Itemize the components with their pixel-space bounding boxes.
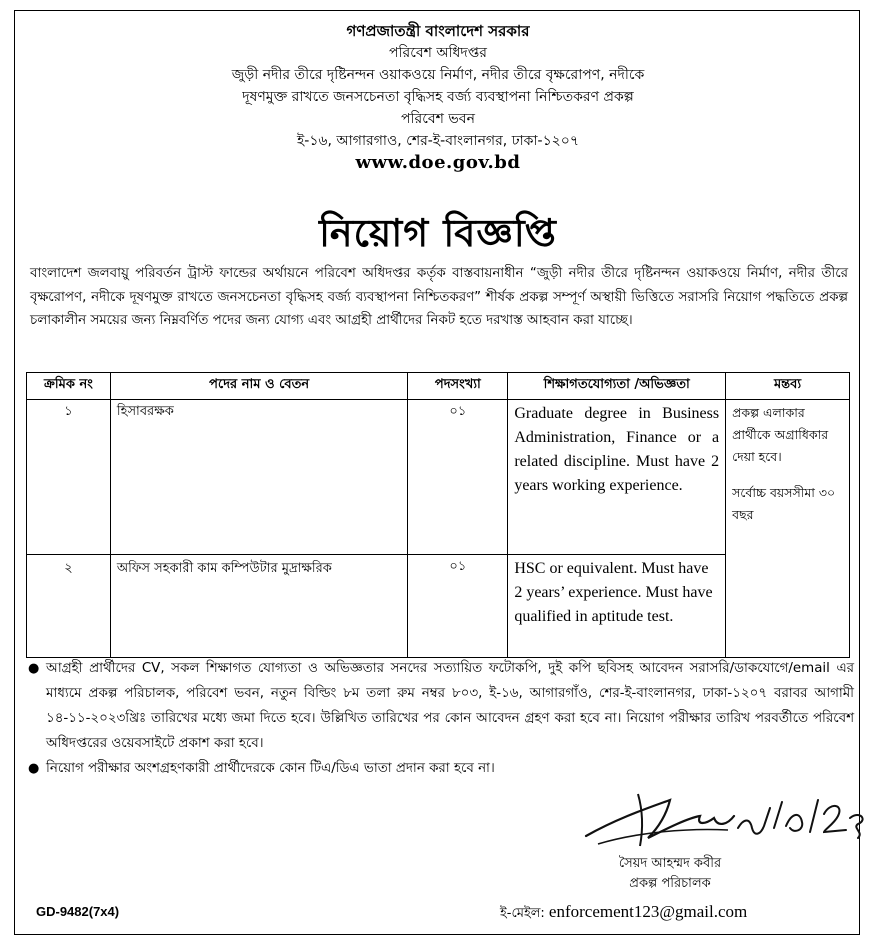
table-header-row bbox=[27, 373, 850, 400]
bullet-icon: ● bbox=[28, 661, 40, 676]
instruction-text: নিয়োগ পরীক্ষার অংশগ্রহণকারী প্রার্থীদেরকে কোন টিএ/ডিএ ভাতা প্রদান করা হবে না। bbox=[46, 761, 495, 776]
reference-code: GD-9482(7x4) bbox=[36, 904, 120, 919]
bullet-icon: ● bbox=[28, 761, 40, 776]
posts-table bbox=[26, 372, 850, 658]
website-link[interactable]: www.doe.gov.bd bbox=[355, 152, 521, 173]
building-name: পরিবেশ ভবন bbox=[401, 111, 475, 127]
department-name: পরিবেশ অধিদপ্তর bbox=[389, 45, 487, 61]
signatory-name: সৈয়দ আহম্মদ কবীর bbox=[618, 856, 722, 871]
remarks-priority: প্রকল্প এলাকার প্রার্থীকে অগ্রাধিকার দেয়া হবে। bbox=[732, 405, 829, 464]
remarks-cell bbox=[726, 400, 850, 658]
header-remarks: মন্তব্য bbox=[726, 373, 850, 400]
list-item bbox=[28, 656, 854, 756]
project-name-line2: দূষণমুক্ত রাখতে জনসচেনতা বৃদ্ধিসহ বর্জ্য ব্যবস্থাপনা নিশ্চিতকরণ প্রকল্প bbox=[242, 89, 634, 105]
table-row bbox=[27, 400, 850, 555]
signature-image bbox=[578, 788, 868, 852]
count-cell: ০১ bbox=[408, 555, 508, 658]
serial-cell: ১ bbox=[27, 400, 111, 555]
instruction-text: আগ্রহী প্রার্থীদের CV, সকল শিক্ষাগত যোগ্যতা ও অভিজ্ঞতার সনদের সত্যায়িত ফটোকপি, দুই কপি ছবিসহ আবেদন সরাসরি/ডাকযোগে/email এর মাধ্যমে প্রকল্প পরিচালক, পরিবেশ ভবন, নতুন বিল্ডিং ৮ম তলা রুম নম্বর ৮০৩, ই-১৬, আগারগাঁও, শের-ই-বাংলানগর, ঢাকা-১২০৭ বরাবর আগামী ১৪-১১-২০২৩খ্রিঃ তারিখের মধ্যে জমা দিতে হবে। উল্লিখিত তারিখের পর কোন আবেদন গ্রহণ করা হবে না। নিয়োগ পরীক্ষার তারিখ পরবর্তীতে পরিবেশ অধিদপ্তরের ওয়েবসাইটে প্রকাশ করা হবে। bbox=[46, 661, 854, 751]
notice-header bbox=[0, 20, 876, 173]
post-cell: হিসাবরক্ষক bbox=[110, 400, 408, 555]
signatory-designation: প্রকল্প পরিচালক bbox=[629, 876, 711, 891]
intro-paragraph: বাংলাদেশ জলবায়ু পরিবর্তন ট্রাস্ট ফান্ডের অর্থায়নে পরিবেশ অধিদপ্তর কর্তৃক বাস্তবায়নাধীন “জুড়ী নদীর তীরে দৃষ্টিনন্দন ওয়াকওয়ে নির্মাণ, নদীর তীরে বৃক্ষরোপণ, নদীকে দূষণমুক্ত রাখতে জনসচেনতা বৃদ্ধিসহ বর্জ্য ব্যবস্থাপনা নিশ্চিতকরণ” শীর্ষক প্রকল্প সম্পূর্ণ অস্থায়ী ভিত্তিতে সরাসরি নিয়োগ পদ্ধতিতে প্রকল্প চলাকালীন সময়ের জন্য নিম্নবর্ণিত পদের জন্য যোগ্য এবং আগ্রহী প্রার্থীদের নিকট হতে দরখাস্ত আহবান করা যাচ্ছে। bbox=[30, 266, 848, 328]
remarks-age-limit: সর্বোচ্চ বয়সসীমা ৩০ বছর bbox=[732, 485, 836, 522]
serial-cell: ২ bbox=[27, 555, 111, 658]
post-cell: অফিস সহকারী কাম কম্পিউটার মুদ্রাক্ষরিক bbox=[110, 555, 408, 658]
government-name: গণপ্রজাতন্ত্রী বাংলাদেশ সরকার bbox=[346, 22, 530, 40]
email-link[interactable]: enforcement123@gmail.com bbox=[548, 902, 748, 921]
header-count: পদসংখ্যা bbox=[408, 373, 508, 400]
email-line bbox=[500, 902, 747, 925]
count-cell: ০১ bbox=[408, 400, 508, 555]
header-post: পদের নাম ও বেতন bbox=[110, 373, 408, 400]
list-item bbox=[28, 756, 854, 781]
header-qualification: শিক্ষাগতযোগ্যতা /অভিজ্ঞতা bbox=[508, 373, 726, 400]
qualification-cell: HSC or equivalent. Must have 2 years’ experience. Must have qualified in aptitude test. bbox=[508, 555, 726, 658]
project-name-line1: জুড়ী নদীর তীরে দৃষ্টিনন্দন ওয়াকওয়ে নির্মাণ, নদীর তীরে বৃক্ষরোপণ, নদীকে bbox=[231, 67, 645, 83]
instructions-list bbox=[28, 656, 854, 781]
email-label: ই-মেইল: bbox=[500, 906, 545, 921]
notice-title: নিয়োগ বিজ্ঞপ্তি bbox=[319, 211, 557, 255]
qualification-cell: Graduate degree in Business Administration, Finance or a related discipline. Must have 2 years working experience. bbox=[508, 400, 726, 555]
header-serial: ক্রমিক নং bbox=[27, 373, 111, 400]
signatory-block bbox=[560, 854, 780, 894]
office-address: ই-১৬, আগারগাও, শের-ই-বাংলানগর, ঢাকা-১২০৭ bbox=[297, 133, 579, 149]
